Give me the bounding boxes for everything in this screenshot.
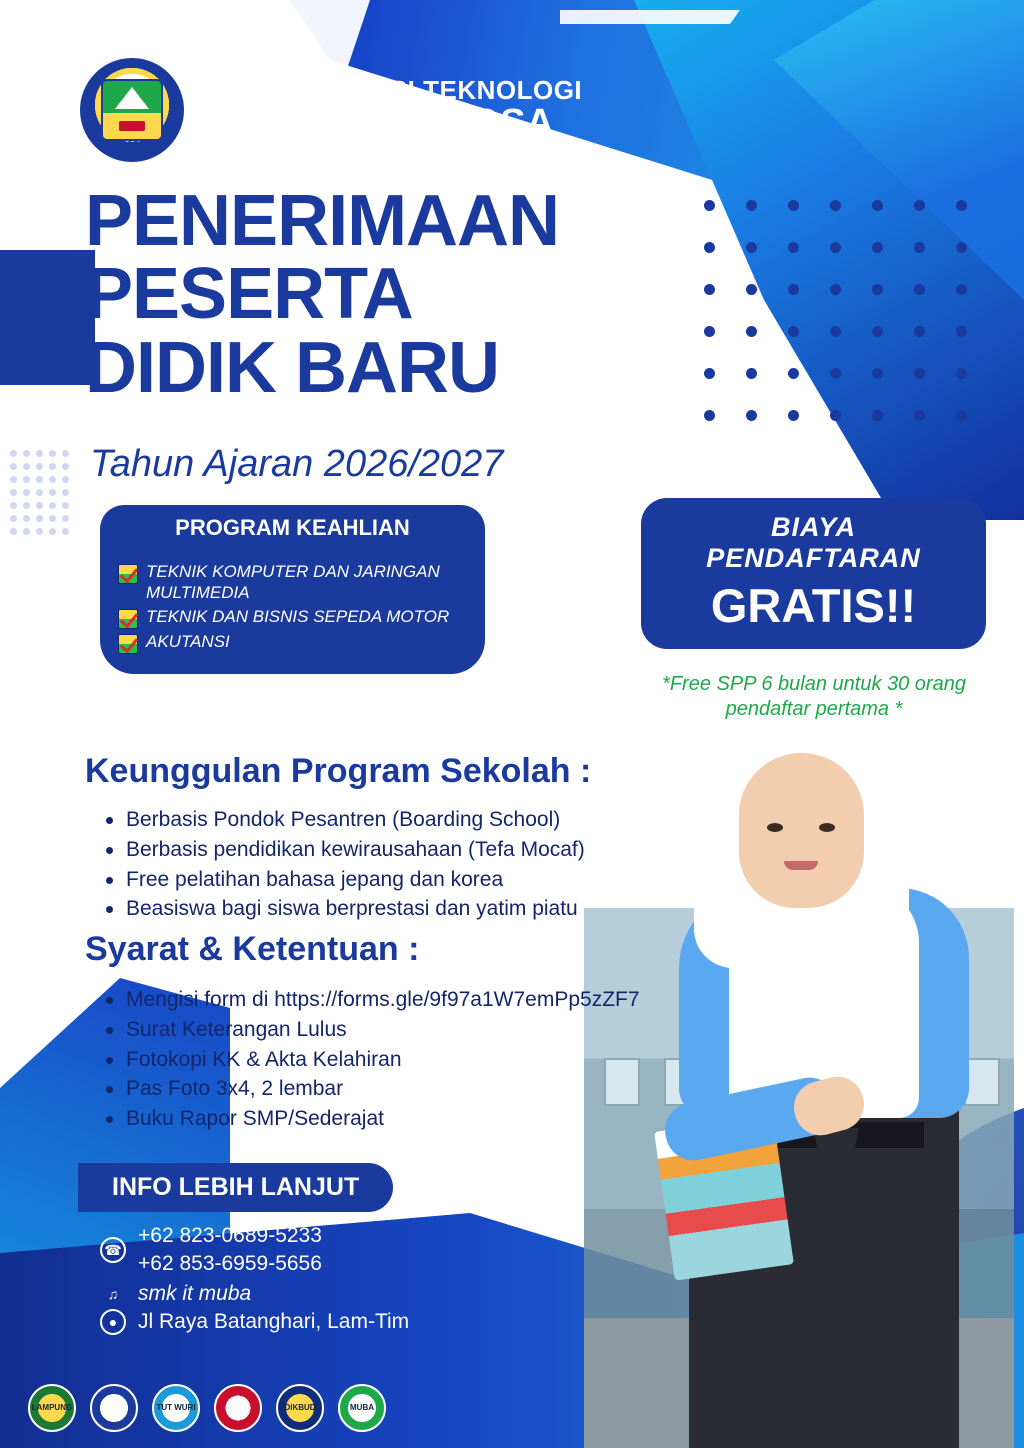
contact-address: Jl Raya Batanghari, Lam-Tim (138, 1309, 410, 1333)
footer-logo-pgri-icon: PGRI (90, 1384, 138, 1432)
contact-phone-values (138, 1222, 322, 1279)
info-heading: INFO LEBIH LANJUT (78, 1163, 393, 1212)
school-name-line1: SMK INFORMASI TEKNOLOGI (198, 74, 583, 105)
list-item: Fotokopi KK & Akta Kelahiran (100, 1045, 660, 1075)
student-face (739, 753, 864, 908)
location-pin-icon: ● (100, 1309, 126, 1335)
contact-social-row (100, 1281, 409, 1307)
contact-phone-1: +62 823-0689-5233 (138, 1224, 322, 1247)
list-item (118, 561, 467, 604)
program-keahlian-list (100, 551, 485, 674)
contact-social-handle: smk it muba (138, 1281, 252, 1305)
title-line-1: PENERIMAAN (85, 181, 560, 261)
school-logo-icon (80, 58, 184, 162)
list-item: Free pelatihan bahasa jepang dan korea (100, 865, 700, 895)
list-item (118, 631, 467, 654)
keunggulan-list (100, 805, 700, 924)
biaya-gratis-badge: GRATIS!! (710, 579, 917, 633)
page-title (85, 181, 560, 408)
checkbox-checked-icon (118, 609, 138, 629)
biaya-title-line1: BIAYA (771, 512, 856, 542)
contact-phone-row (100, 1222, 409, 1279)
contact-address-row (100, 1309, 409, 1335)
list-item: Berbasis pendidikan kewirausahaan (Tefa Mocaf) (100, 835, 700, 865)
background-left-square (0, 250, 95, 385)
list-item: Surat Keterangan Lulus (100, 1015, 660, 1045)
title-line-3: DIDIK BARU (85, 327, 499, 408)
list-item: Berbasis Pondok Pesantren (Boarding School) (100, 805, 700, 835)
page-subtitle: Tahun Ajaran 2026/2027 (90, 443, 504, 485)
school-logo-center-label: PGRI (121, 141, 143, 148)
background-dot-grid (704, 200, 994, 440)
footer-logo-dikbud-icon: DIKBUD (276, 1384, 324, 1432)
school-name-line2: MUTIARA BANGSA (198, 102, 555, 145)
music-note-icon: ♫ (107, 1285, 119, 1302)
program-item-label: TEKNIK DAN BISNIS SEPEDA MOTOR (146, 606, 450, 626)
footer-logo-strip (28, 1384, 386, 1432)
school-header (80, 58, 582, 162)
footer-logo-muba-icon: MUBA (338, 1384, 386, 1432)
list-item (118, 606, 467, 629)
school-logo-shield-icon (101, 79, 163, 141)
program-keahlian-card (100, 505, 485, 674)
footer-logo-smk-icon: SMK (214, 1384, 262, 1432)
list-item: Pas Foto 3x4, 2 lembar (100, 1074, 660, 1104)
checkbox-checked-icon (118, 634, 138, 654)
contact-block (100, 1222, 409, 1337)
contact-phone-2: +62 853-6959-5656 (138, 1252, 322, 1276)
program-item-label: AKUTANSI (146, 631, 230, 651)
phone-icon: ☎ (100, 1237, 126, 1263)
student-mouth (784, 861, 818, 870)
list-item: Beasiswa bagi siswa berprestasi dan yatim piatu (100, 894, 700, 924)
footer-logo-tutwuri-icon: TUT WURI (152, 1384, 200, 1432)
school-name (198, 76, 582, 144)
program-item-label: TEKNIK KOMPUTER DAN JARINGAN MULTIMEDIA (146, 562, 440, 603)
keunggulan-section-title: Keunggulan Program Sekolah : (85, 752, 592, 790)
biaya-title-line2: PENDAFTARAN (706, 543, 921, 574)
footer-logo-lampung-icon: LAMPUNG (28, 1384, 76, 1432)
list-item: Buku Rapor SMP/Sederajat (100, 1104, 660, 1134)
biaya-pendaftaran-card (641, 498, 986, 649)
background-dot-grid-left (10, 450, 80, 540)
syarat-section-title: Syarat & Ketentuan : (85, 930, 420, 968)
syarat-list (100, 985, 660, 1134)
biaya-note: *Free SPP 6 bulan untuk 30 orang pendaftar pertama * (662, 673, 966, 720)
list-item: Mengisi form di https://forms.gle/9f97a1W7emPp5zZF7 (100, 985, 660, 1015)
title-line-2: PESERTA (85, 254, 413, 335)
checkbox-checked-icon (118, 564, 138, 584)
program-keahlian-heading: PROGRAM KEAHLIAN (100, 505, 485, 551)
